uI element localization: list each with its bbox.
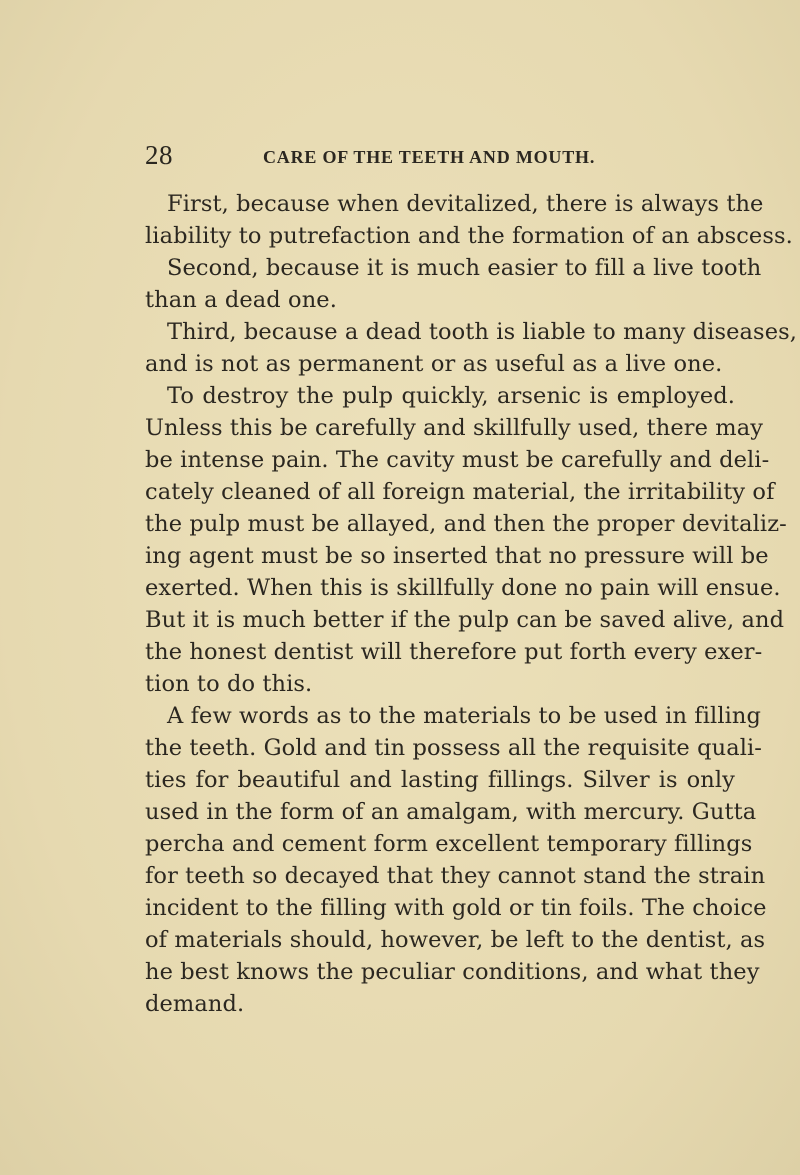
text-line: for teeth so decayed that they cannot stand the strain xyxy=(145,863,766,889)
text-line: incident to the filling with gold or tin foils. The choice xyxy=(145,895,767,921)
text-line: ties for beautiful and lasting fillings. Silver is only xyxy=(145,767,735,793)
text-line: of materials should, however, be left to the dentist, as xyxy=(145,927,766,953)
text-line: But it is much better if the pulp can be saved alive, and xyxy=(145,607,785,633)
text-line: exerted. When this is skillfully done no pain will ensue. xyxy=(145,575,781,601)
text-line: liability to putrefaction and the formation of an abscess. xyxy=(145,223,793,249)
text-line: the pulp must be allayed, and then the proper devitaliz- xyxy=(145,511,787,537)
text-line: the honest dentist will therefore put forth every exer- xyxy=(145,639,763,665)
page-number: 28 xyxy=(145,140,173,170)
text-line: ing agent must be so inserted that no pressure will be xyxy=(145,543,769,569)
text-line: A few words as to the materials to be used in filling xyxy=(167,703,762,729)
text-line: Second, because it is much easier to fill a live tooth xyxy=(167,255,762,281)
text-line: demand. xyxy=(145,991,245,1017)
text-line: used in the form of an amalgam, with mercury. Gutta xyxy=(145,799,757,825)
text-line: Third, because a dead tooth is liable to many diseases, xyxy=(167,319,798,345)
text-line: and is not as permanent or as useful as a live one. xyxy=(145,351,723,377)
running-head: CARE OF THE TEETH AND MOUTH. xyxy=(263,147,596,167)
text-line: To destroy the pulp quickly, arsenic is employed. xyxy=(167,383,735,409)
body-text xyxy=(145,188,798,1020)
text-line: be intense pain. The cavity must be carefully and deli- xyxy=(145,447,770,473)
text-line: than a dead one. xyxy=(145,287,337,313)
text-line: percha and cement form excellent temporary fillings xyxy=(145,831,753,857)
text-line: he best knows the peculiar conditions, and what they xyxy=(145,959,760,985)
page-header xyxy=(145,140,745,170)
text-line: First, because when devitalized, there is always the xyxy=(167,191,764,217)
text-line: the teeth. Gold and tin possess all the requisite quali- xyxy=(145,735,762,761)
text-line: tion to do this. xyxy=(145,671,313,697)
text-line: Unless this be carefully and skillfully used, there may xyxy=(145,415,764,441)
text-line: cately cleaned of all foreign material, the irritability of xyxy=(145,479,775,505)
